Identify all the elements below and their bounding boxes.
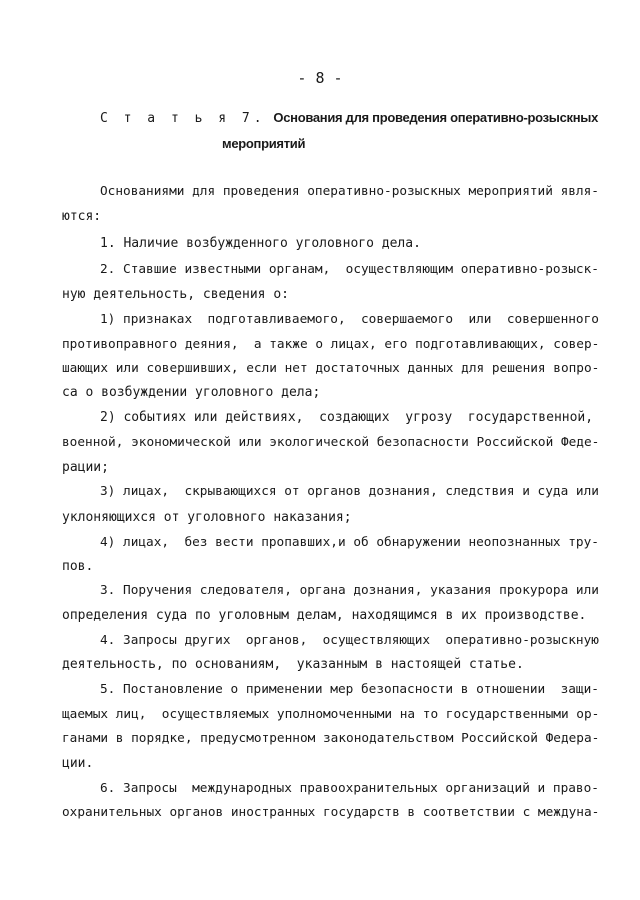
- page-number: - 8 -: [297, 69, 343, 87]
- text-line: уклоняющихся от уголовного наказания;: [62, 510, 352, 525]
- text-line: ются:: [62, 209, 102, 224]
- text-line: пов.: [62, 559, 94, 574]
- text-line: 3. Поручения следователя, органа дознания, указания прокурора или: [100, 583, 599, 598]
- text-line: щаемых лиц, осуществляемых уполномоченными на то государственными ор-: [62, 707, 600, 722]
- article-title-continued: мероприятий: [222, 136, 306, 151]
- text-line: 2. Ставшие известными органам, осуществляющим оперативно-розыск-: [100, 262, 599, 277]
- text-line: определения суда по уголовным делам, находящимся в их производстве.: [62, 608, 587, 623]
- text-line: 3) лицах, скрывающихся от органов дознания, следствия и суда или: [100, 484, 599, 499]
- article-title: Основания для проведения оперативно-розыскных: [273, 110, 599, 125]
- article-heading: [100, 110, 600, 151]
- text-line: 1) признаках подготавливаемого, совершаемого или совершенного: [100, 312, 599, 327]
- text-line: са о возбуждении уголовного дела;: [62, 385, 321, 400]
- article-label: С т а т ь я 7.: [100, 111, 266, 126]
- text-line: шающих или совершивших, если нет достаточных данных для решения вопро-: [62, 361, 600, 376]
- text-line: 5. Постановление о применении мер безопасности в отношении защи-: [100, 682, 599, 697]
- text-line: 2) событиях или действиях, создающих угрозу государственной,: [100, 410, 594, 425]
- text-line: ции.: [62, 756, 94, 771]
- text-line: рации;: [62, 460, 109, 475]
- text-line: Основаниями для проведения оперативно-розыскных мероприятий явля-: [100, 184, 599, 199]
- text-line: противоправного деяния, а также о лицах, его подготавливающих, совер-: [62, 337, 600, 352]
- text-line: деятельность, по основаниям, указанным в настоящей статье.: [62, 657, 524, 672]
- text-line: ганами в порядке, предусмотренном законодательством Российской Федера-: [62, 731, 600, 746]
- text-line: ную деятельность, сведения о:: [62, 287, 289, 302]
- text-line: 4) лицах, без вести пропавших,и об обнаружении неопознанных тру-: [100, 535, 599, 550]
- text-line: 1. Наличие возбужденного уголовного дела.: [100, 236, 421, 251]
- text-line: 4. Запросы других органов, осуществляющих оперативно-розыскную: [100, 633, 599, 648]
- text-line: охранительных органов иностранных государств в соответствии с междуна-: [62, 805, 600, 820]
- text-line: 6. Запросы международных правоохранительных организаций и право-: [100, 781, 599, 796]
- text-line: военной, экономической или экологической безопасности Российской Феде-: [62, 435, 600, 450]
